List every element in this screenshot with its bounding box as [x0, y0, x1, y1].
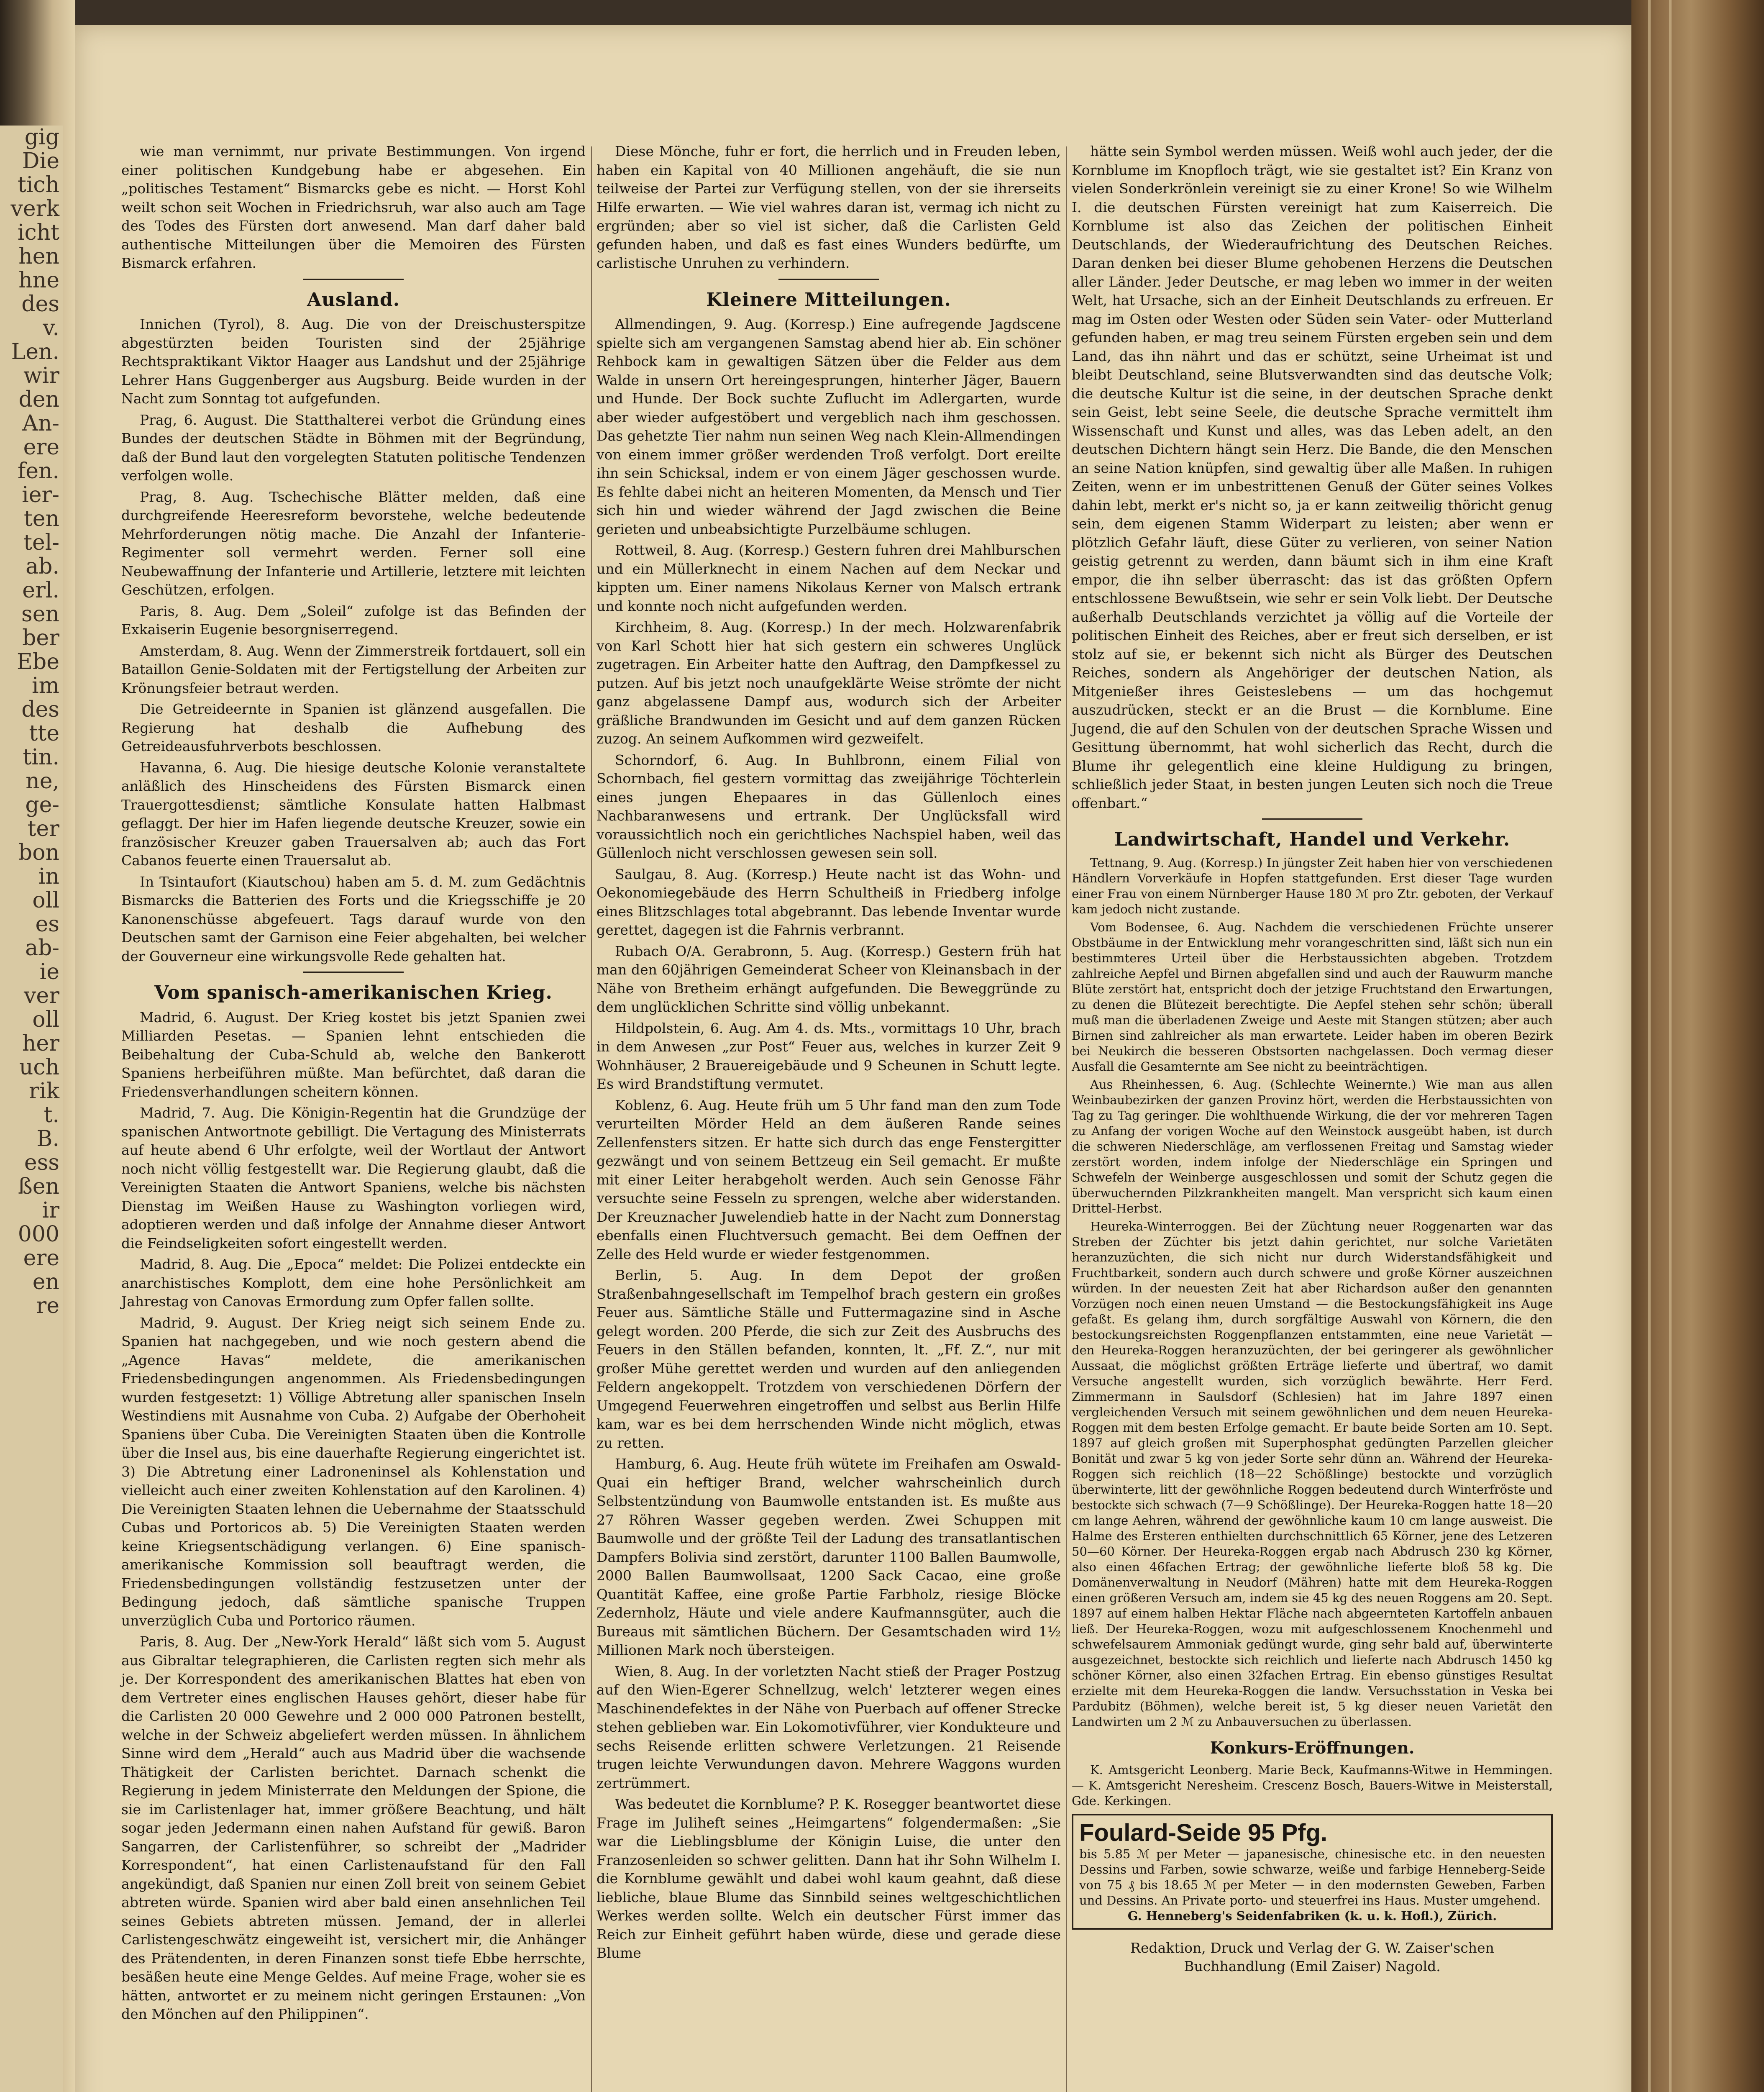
edge-fragment: t. — [44, 1102, 59, 1128]
edge-fragment: her — [22, 1031, 59, 1056]
edge-fragment: uch — [19, 1055, 59, 1080]
edge-fragment: icht — [17, 220, 59, 245]
edge-fragment: bon — [18, 840, 59, 865]
article-paragraph: In Tsintaufort (Kiautschou) haben am 5. d. M. zum Gedächtnis Bismarcks die Batterien des Forts und die Kriegsschiffe je 20 Kanonenschüsse abgefeuert. Tags darauf wurde von den Deutschen samt der Garnison eine Feier abgehalten, bei welcher der Gouverneur eine wirkungsvolle Rede gehalten hat. — [121, 873, 586, 964]
edge-fragment: ir — [42, 1198, 59, 1223]
article-paragraph: Paris, 8. Aug. Der „New-York Herald“ läßt sich vom 5. August aus Gibraltar telegraphieren, die Carlisten regten sich mehr als je. Der Korrespondent des amerikanischen Blattes hat eben von dem Vertreter eines englischen Hauses gehört, dieser habe für die Carlisten 20 000 Gewehre und 2 000 000 Patronen bestellt, welche in der Schweiz abgeliefert werden müssen. In ähnlichem Sinne wird dem „Herald“ auch aus Madrid über die wachsende Thätigkeit der Carlisten berichtet. Darnach schenkt die Regierung in jedem Ministerrate den Meldungen der Spione, die sie im Carlistenlager hat, immer größere Beachtung, und hält sogar jeden Jedermann einen nahen Aufstand für gewiß. Baron Sangarren, der Carlistenführer, so schreibt der „Madrider Korrespondent“, hat einen Carlistenaufstand für den Fall angekündigt, daß Spanien nur einen Zoll breit von seinem Gebiet abtreten würde. Spanien wird aber bald einen ansehnlichen Teil seines Gebiets abtreten müssen. Jemand, der in allerlei Carlistengeschwätz eingeweiht ist, versichert mir, die Anhänger des Prätendenten, in deren Finanzen sonst tiefe Ebbe herrschte, besäßen heute eine Menge Geldes. Auf meine Frage, woher sie es hätten, antwortet er zu meinem nicht geringen Erstaunen: „Von den Mönchen auf den Philippinen“. — [121, 1633, 586, 2022]
article-paragraph: Prag, 8. Aug. Tschechische Blätter melden, daß eine durchgreifende Heeresreform bevorstehe, welche bedeutende Mehrforderungen nötig mache. Die Anzahl der Infanterie-Regimenter soll vermehrt werden. Ferner soll eine Neubewaffnung der Infanterie und Artillerie, letztere mit leichten Geschützen, erfolgen. — [121, 488, 586, 598]
article-paragraph: Berlin, 5. Aug. In dem Depot der großen Straßenbahngesellschaft im Tempelhof brach gestern ein großes Feuer aus. Sämtliche Ställe und Futtermagazine sind in Asche gelegt worden. 200 Pferde, die sich zur Zeit des Ausbruchs des Feuers in den Ställen befanden, konnten, lt. „Ff. Z.“, nur mit großer Mühe gerettet werden und wurden auf den anliegenden Feldern angekoppelt. Trotzdem von verschiedenen Dörfern der Umgegend Feuerwehren eingetroffen und selbst aus Berlin Hilfe kam, war es bei dem herrschenden Winde nicht möglich, etwas zu retten. — [597, 1267, 1061, 1451]
article-paragraph: Heureka-Winterroggen. Bei der Züchtung neuer Roggenarten war das Streben der Züchter bis jetzt dahin gerichtet, nur solche Varietäten heranzuzüchten, die sich nicht nur durch Widerstandsfähigkeit und Fruchtbarkeit, sondern auch durch schwere und große Körner auszeichnen würden. In der neuesten Zeit hat aber Richardson außer den genannten Vorzügen noch einen neuen Umstand — die Bestockungsfähigkeit ins Auge gefaßt. Es gelang ihm, durch sorgfältige Auswahl von Körnern, die den bestockungsreichsten Roggenpflanzen entstammten, eine neue Varietät — den Heureka-Roggen heranzuzüchten, der bei geringerer als gewöhnlicher Aussaat, die möglichst größten Erträge lieferte und übertraf, wo damit Versuche angestellt wurden, sich vorzüglich bewährte. Herr Ferd. Zimmermann in Saulsdorf (Schlesien) hat im Jahre 1897 einen vergleichenden Versuch mit seinem gewöhnlichen und dem neuen Heureka-Roggen mit dem besten Erfolge gemacht. Er baute beide Sorten am 10. Sept. 1897 auf gleich großen mit Superphosphat gedüngten Parzellen gleicher Bonität und zwar 5 kg von jeder Sorte sehr dünn an. Während der Heureka-Roggen sich reichlich (18—22 Schößlinge) bestockte und vorzüglich überwinterte, litt der gewöhnliche Roggen bedeutend durch Winterfröste und bestockte sich schwach (7—9 Schößlinge). Der Heureka-Roggen hatte 18—20 cm lange Aehren, während der gewöhnliche kaum 10 cm lange ausweist. Die Halme des Ersteren enthielten durchschnittlich 65 Körner, jene des Letzeren 50—60 Körner. Der Heureka-Roggen ergab nach Abdrusch 230 kg Körner, also einen 46fachen Ertrag; der gewöhnliche lieferte bloß 58 kg. Die Domänenverwaltung in Neudorf (Mähren) hatte mit dem Heureka-Roggen einen größeren Versuch am, indem sie 45 kg des neuen Roggens am 20. Sept. 1897 auf einem halben Hektar Fläche nach abgeernteten Kartoffeln anbauen ließ. Der Heureka-Roggen, wozu mit aufgeschlossenem Knochenmehl und schwefelsaurem Ammoniak gedüngt wurde, ging sehr bald auf, überwinterte ausgezeichnet, bestockte sich reichlich und lieferte nach Abdrusch 1450 kg schöner Körner, also einen 32fachen Ertrag. Ein ebenso günstiges Resultat erzielte mit dem Heureka-Roggen die landw. Versuchsstation in Veska bei Pardubitz (Böhmen), welche bereit ist, 5 kg dieser neuen Varietät den Landwirten um 2 ℳ zu Anbauversuchen zu überlassen. — [1072, 1219, 1553, 1729]
article-paragraph: K. Amtsgericht Leonberg. Marie Beck, Kaufmanns-Witwe in Hemmingen. — K. Amtsgericht Neresheim. Crescenz Bosch, Bauers-Witwe in Meisterstall, Gde. Kerkingen. — [1072, 1763, 1553, 1808]
edge-fragment: ier- — [22, 482, 59, 508]
edge-fragment: hen — [18, 244, 59, 269]
section-rule — [1262, 818, 1362, 820]
edge-fragment: des — [21, 697, 59, 722]
edge-fragment: ab. — [26, 554, 59, 579]
edge-fragment: tin. — [23, 745, 59, 770]
edge-fragment: es — [35, 912, 59, 937]
edge-fragment: hne — [18, 268, 59, 293]
edge-fragment: tich — [17, 172, 59, 197]
column-separator — [591, 146, 592, 2092]
edge-fragment: rik — [29, 1079, 59, 1104]
section-heading: Vom spanisch-amerikanischen Krieg. — [154, 982, 553, 1003]
article-paragraph: Wien, 8. Aug. In der vorletzten Nacht stieß der Prager Postzug auf den Wien-Egerer Schnellzug, welch' letzterer wegen eines Maschinendefektes in der Nähe von Puerbach auf offener Strecke stehen geblieben war. Ein Lokomotivführer, vier Kondukteure und sechs Reisende erlitten schwere Verletzungen. 21 Reisende trugen leichte Verwundungen davon. Mehrere Waggons wurden zertrümmert. — [597, 1663, 1061, 1791]
edge-fragment: ne, — [26, 769, 59, 794]
article-paragraph: Rubach O/A. Gerabronn, 5. Aug. (Korresp.) Gestern früh hat man den 60jährigen Gemeinderat Scheer von Kleinansbach in der Nähe von Bretheim erhängt aufgefunden. Die Beweggründe zu dem unglücklichen Schritte sind völlig unbekannt. — [597, 943, 1061, 1015]
column-separator — [1066, 146, 1067, 2092]
imprint — [1072, 1939, 1553, 1976]
edge-fragment: ten — [23, 506, 59, 531]
article-paragraph: Rottweil, 8. Aug. (Korresp.) Gestern fuhren drei Mahlburschen und ein Müllerknecht in einem Nachen auf dem Neckar und kippten um. Einer namens Nikolaus Kerner von Malsch ertrank und konnte noch nicht aufgefunden werden. — [597, 542, 1061, 614]
edge-fragment: ge- — [25, 792, 59, 818]
edge-fragment: en — [32, 1269, 59, 1295]
section-rule — [778, 279, 879, 280]
advert-sender: G. Henneberg's Seidenfabriken (k. u. k. Hofl.), Zürich. — [1127, 1909, 1497, 1923]
edge-fragment: tte — [29, 721, 59, 746]
section-subheading: Konkurs-Eröffnungen. — [1210, 1738, 1415, 1758]
article-paragraph: Paris, 8. Aug. Dem „Soleil“ zufolge ist das Befinden der Exkaiserin Eugenie besorgniserregend. — [121, 602, 586, 638]
edge-fragment: Ebe — [16, 649, 59, 674]
section-rule — [303, 972, 404, 973]
article-paragraph: Madrid, 8. Aug. Die „Epoca“ meldet: Die Polizei entdeckte ein anarchistisches Komplott, dem eine hohe Persönlichkeit am Jahrestag von Canovas Ermordung zum Opfer fallen sollte. — [121, 1256, 586, 1310]
edge-fragment: ter — [27, 816, 59, 841]
edge-fragment: ess — [24, 1150, 59, 1175]
left-page-edge — [0, 126, 63, 2092]
edge-fragment: ie — [39, 959, 59, 984]
edge-fragment: ber — [22, 626, 59, 651]
edge-fragment: verk — [10, 196, 59, 221]
imprint-line-1: Redaktion, Druck und Verlag der G. W. Zaiser'schen — [1130, 1940, 1494, 1956]
edge-fragment: in — [38, 864, 59, 889]
edge-fragment: im — [32, 673, 59, 698]
edge-fragment: wir — [23, 363, 59, 388]
edge-fragment: fen. — [17, 459, 59, 484]
article-paragraph: Vom Bodensee, 6. Aug. Nachdem die verschiedenen Früchte unserer Obstbäume in der Entwicklung mehr vorangeschritten sind, läßt sich nun ein bestimmteres Urteil über die Herbstaussichten abgeben. Trotzdem zahlreiche Aepfel und Birnen abgefallen sind und auch der Rauwurm manche Blüte zerstört hat, entspricht doch der jetzige Fruchtstand den Erwartungen, zu denen die Blütezeit berechtigte. Die Aepfel stehen sehr schön; überall muß man die überladenen Zweige und Aeste mit Stangen stützen; aber auch Birnen sind zahlreicher als man erwartete. Leider haben im oberen Bezirk bei Neukirch die besseren Obstsorten nachgelassen. Doch vermag dieser Ausfall die Gesamternte am See nicht zu beeinträchtigen. — [1072, 920, 1553, 1074]
article-paragraph: Prag, 6. August. Die Statthalterei verbot die Gründung eines Bundes der deutschen Städte in Böhmen mit der Begründung, daß der Bund laut den vorgelegten Statuten politische Tendenzen verfolgen wolle. — [121, 411, 586, 484]
edge-fragment: erl. — [22, 578, 59, 603]
article-paragraph: Aus Rheinhessen, 6. Aug. (Schlechte Weinernte.) Wie man aus allen Weinbaubezirken der ganzen Provinz hört, werden die Herbstaussichten von Tag zu Tag geringer. Die wohlthuende Wirkung, die der vor mehreren Tagen zu Anfang der vorigen Woche auf den Weinstock ausgeübt haben, ist durch die schweren Niederschläge, am verflossenen Freitag und Samstag wieder zerstört worden, indem infolge der Niederschläge ein Springen und Schwefeln der Weinberge ausgeschlossen und somit der Schutz gegen die überwuchernden Pilzkrankheiten mangelt. Man verspricht sich kaum einen Drittel-Herbst. — [1072, 1077, 1553, 1215]
article-paragraph: Madrid, 7. Aug. Die Königin-Regentin hat die Grundzüge der spanischen Antwortnote gebilligt. Die Vertagung des Ministerrats auf heute abend 6 Uhr erfolgte, weil der Wortlaut der Antwort noch nicht völlig festgestellt war. Die Regierung glaubt, daß die Vereinigten Staaten die Antwort Spaniens, welche bis nächsten Dienstag im Weißen Hause zu Washington vorliegen wird, adoptieren werden und daß infolge der Annahme dieser Antwort die Feindseligkeiten sofort eingestellt werden. — [121, 1105, 586, 1251]
article-paragraph: Innichen (Tyrol), 8. Aug. Die von der Dreischusterspitze abgestürzten beiden Touristen sind der 25jährige Rechtspraktikant Viktor Haager aus Landshut und der 25jährige Lehrer Hans Guggenberger aus Augsburg. Beide wurden in der Nacht zum Sonntag tot aufgefunden. — [121, 316, 586, 407]
article-paragraph: Madrid, 6. August. Der Krieg kostet bis jetzt Spanien zwei Milliarden Pesetas. — Spanien lehnt entschieden die Beibehaltung der Cuba-Schuld ab, welche den Bankerott Spaniens herbeiführen müßte. Man befürchtet, daß daran die Friedensverhandlungen scheitern können. — [121, 1009, 586, 1100]
edge-fragment: ere — [23, 435, 59, 460]
article-paragraph: Havanna, 6. Aug. Die hiesige deutsche Kolonie veranstaltete anläßlich des Hinscheidens des Fürsten Bismarck einen Trauergottesdienst; sämtliche Konsulate hatten Halbmast geflaggt. Der hier im Hafen liegende deutsche Kreuzer, sowie ein französischer Kreuzer gaben Trauersalven ab; auch das Fort Cabanos feuerte einen Trauersalut ab. — [121, 759, 586, 869]
edge-fragment: gig — [24, 126, 59, 150]
article-paragraph: hätte sein Symbol werden müssen. Weiß wohl auch jeder, der die Kornblume im Knopfloch trägt, wie sie gestaltet ist? Ein Kranz von vielen Sonderkrönlein vereinigt sie zu einer Krone! So wie Wilhelm I. die deutschen Fürsten vereinigt hat zum Kaiserreich. Die Kornblume ist also das Zeichen der politischen Einheit Deutschlands, der Wiederaufrichtung des Deutschen Reiches. Daran denken bei dieser Blume gehobenen Herzens die Deutschen aller Länder. Jeder Deutsche, er mag leben wo immer in der weiten Welt, hat Ursache, sich an der Einheit Deutschlands zu erfreuen. Er mag im Osten oder Westen oder Süden sein Vater- oder Mutterland gefunden haben, er mag treu seinem Fürsten ergeben sein und dem Land, das ihn nährt und das er schützt, seine Urheimat ist und bleibt Deutschland, seine Blutsverwandten sind das deutsche Volk; die deutsche Kultur ist die seine, in der deutschen Sprache denkt sein Geist, lebt seine Seele, die deutsche Sprache vermittelt ihm Wissenschaft und Kunst und alles, was das Leben adelt, an den deutschen Dichtern hängt sein Herz. Die Bande, die den Menschen an seine Nation knüpfen, sind gewaltig über alle Maßen. In ruhigen Zeiten, wenn er im unbestrittenen Genuß der Güter seines Volkes dahin lebt, merkt er's nicht so, ja er kann zeitweilig thöricht genug sein, dem eigenen Stamm Widerpart zu leisten; aber wenn er plötzlich Gefahr läuft, diese Güter zu verlieren, von seiner Nation geistig getrennt zu werden, dann bäumt sich in ihm eine Kraft empor, die ihn selber überrascht: das ist das größten Opfern entschlossene Bewußtsein, wie sehr er sein Volk liebt. Der Deutsche außerhalb Deutschlands verzichtet ja völlig auf die Vorteile der politischen Einheit des Reiches, aber er freut sich derselben, er ist stolz auf sie, er bekennt sich nicht als Bürger des Deutschen Reiches, sondern als Angehöriger der deutschen Nation, als Mitgenießer ihres Geisteslebens — um das hochgemut auszudrücken, steckt er an die Brust — die Kornblume. Eine Jugend, die auf den Schulen von der deutschen Sprache Wissen und Gesittung übernommt, hat wohl sicherlich das Recht, durch die Blume ihr gelegentlich eine kleine Huldigung zu bringen, schließlich jeder Staat, in besten jungen Leuten sich noch die Treue offenbart.“ — [1072, 143, 1553, 811]
edge-fragment: 000 — [18, 1222, 59, 1247]
article-paragraph: Hamburg, 6. Aug. Heute früh wütete im Freihafen am Oswald-Quai ein heftiger Brand, welcher wahrscheinlich durch Selbstentzündung von Baumwolle entstanden ist. Es mußte aus 27 Röhren Wasser gegeben werden. Zwei Schuppen mit Baumwolle und der größte Teil der Ladung des transatlantischen Dampfers Bolivia sind zerstört, darunter 1100 Ballen Baumwolle, 2000 Ballen Baumwollsaat, 1200 Sack Cacao, eine große Quantität Kaffee, eine große Partie Farbholz, riesige Blöcke Zedernholz, Häute und viele andere Kaufmannsgüter, auch die Bureaus mit sämtlichen Büchern. Der Gesamtschaden wird 1½ Millionen Mark noch übersteigen. — [597, 1456, 1061, 1658]
column-2 — [597, 142, 1061, 1965]
article-paragraph: Koblenz, 6. Aug. Heute früh um 5 Uhr fand man den zum Tode verurteilten Mörder Held an dem äußeren Rande seines Zellenfensters sitzen. Er hatte sich durch das enge Fenstergitter gezwängt und von seinem Bettzeug ein Seil gemacht. Er mußte mit einer Leiter herabgeholt werden. Auch sein Genosse Fähr versuchte seine Fesseln zu sprengen, welche aber widerstanden. Der Kreuznacher Juwelendieb hatte in der Nacht zum Donnerstag ebenfalls einen Fluchtversuch gemacht. Bei dem Oeffnen der Zelle des Held wurde er wieder festgenommen. — [597, 1097, 1061, 1262]
article-paragraph: Hildpolstein, 6. Aug. Am 4. ds. Mts., vormittags 10 Uhr, brach in dem Anwesen „zur Post“ Feuer aus, welches in kurzer Zeit 9 Wohnhäuser, 2 Brauereigebäude und 9 Scheunen in Schutt legte. Es wird Brandstiftung vermutet. — [597, 1020, 1061, 1092]
edge-fragment: re — [36, 1293, 59, 1318]
column-3 — [1072, 142, 1553, 1976]
edge-fragment: sen — [21, 602, 59, 627]
article-paragraph: Diese Mönche, fuhr er fort, die herrlich und in Freuden leben, haben ein Kapital von 40 Millionen angehäuft, die sie nun teilweise der Partei zur Verfügung stellen, von der sie ihrerseits Hilfe erwarten. — Wie viel wahres daran ist, vermag ich nicht zu ergründen; aber so viel ist sicher, daß die Carlisten Geld gefunden haben, und daß es fast eines Wunders bedürfte, um carlistische Unruhen zu verhindern. — [597, 143, 1061, 271]
foulard-seide-advertisement — [1072, 1814, 1553, 1930]
section-heading: Ausland. — [307, 289, 400, 310]
article-paragraph: Madrid, 9. August. Der Krieg neigt sich seinem Ende zu. Spanien hat nachgegeben, und wie noch gestern abend die „Agence Havas“ meldete, die amerikanischen Friedensbedingungen angenommen. Als Friedensbedingungen wurden festgesetzt: 1) Völlige Abtretung aller spanischen Inseln Westindiens mit Ausnahme von Cuba. 2) Aufgabe der Oberhoheit Spaniens über Cuba. Die Vereinigten Staaten üben die Kontrolle über die Insel aus, bis eine dauerhafte Regierung eingerichtet ist. 3) Die Abtretung einer Ladroneninsel als Kohlenstation und vielleicht auch einer zweiten Kohlenstation auf den Karolinen. 4) Die Vereinigten Staaten lehnen die Uebernahme der Staatsschuld Cubas und Portoricos ab. 5) Die Vereinigten Staaten werden keine Kriegsentschädigung verlangen. 6) Eine spanisch-amerikanische Kommission soll beauftragt werden, die Friedensbedingungen vollständig festzusetzen unter der Bedingung jedoch, daß sämtliche spanische Truppen unverzüglich Cuba und Portorico räumen. — [121, 1314, 586, 1629]
section-heading: Kleinere Mitteilungen. — [706, 289, 951, 310]
edge-fragment: An- — [22, 411, 59, 436]
article-paragraph: Die Getreideernte in Spanien ist glänzend ausgefallen. Die Regierung hat deshalb die Aufhebung des Getreideausfuhrverbots beschlossen. — [121, 701, 586, 754]
edge-fragment: Die — [22, 149, 59, 174]
column-3-articles — [1072, 142, 1553, 1809]
edge-fragment: ere — [23, 1246, 59, 1271]
advert-body: bis 5.85 ℳ per Meter — japanesische, chinesische etc. in den neuesten Dessins und Farben, sowie schwarze, weiße und farbige Henneberg-Seide von 75 ₰ bis 18.65 ℳ per Meter — in den modernsten Geweben, Farben und Dessins. An Private porto- und steuerfrei ins Haus. Muster umgehend. — [1079, 1847, 1545, 1907]
newspaper-page — [75, 25, 1631, 2092]
article-paragraph: Tettnang, 9. Aug. (Korresp.) In jüngster Zeit haben hier von verschiedenen Händlern Vorverkäufe in Hopfen stattgefunden. Erst dieser Tage wurden einer Frau von einem Nürnberger Hause 180 ℳ pro Ztr. geboten, der Verkauf kam jedoch nicht zustande. — [1072, 855, 1553, 916]
edge-fragment: oll — [32, 1007, 59, 1032]
article-paragraph: wie man vernimmt, nur private Bestimmungen. Von irgend einer politischen Kundgebung habe er abgesehen. Ein „politisches Testament“ Bismarcks gebe es nicht. — Horst Kohl weilt schon seit Wochen in Friedrichsruh, war also auch am Tage des Todes des Fürsten dort anwesend. Man darf daher bald authentische Mitteilungen über die Memoiren des Fürsten Bismarck erfahren. — [121, 143, 586, 271]
article-paragraph: Amsterdam, 8. Aug. Wenn der Zimmerstreik fortdauert, soll ein Bataillon Genie-Soldaten mit der Fertigstellung der Arbeiten zur Krönungsfeier betraut werden. — [121, 642, 586, 696]
advert-title: Foulard-Seide 95 Pfg. — [1079, 1819, 1327, 1846]
article-paragraph: Was bedeutet die Kornblume? P. K. Rosegger beantwortet diese Frage im Juliheft seines „Heimgartens“ folgendermaßen: „Sie war die Lieblingsblume der Königin Luise, die unter den Franzosenleiden so schwer gelitten. Dann hat ihr Sohn Wilhelm I. die Kornblume gewählt und dabei wohl kaum geahnt, daß diese liebliche, blaue Blume das Sinnbild seines weltgeschichtlichen Werkes werden sollte. Welch ein deutscher Fürst immer das Reich zur Einheit geführt haben würde, diese und gerade diese Blume — [597, 1796, 1061, 1961]
book-binding-right — [1631, 0, 1764, 2092]
edge-fragment: ver — [23, 983, 59, 1008]
edge-fragment: oll — [32, 888, 59, 913]
edge-fragment: den — [18, 387, 59, 412]
edge-fragment: B. — [36, 1126, 59, 1151]
edge-fragment: Len. — [11, 339, 59, 364]
column-1 — [121, 142, 586, 2026]
article-paragraph: Saulgau, 8. Aug. (Korresp.) Heute nacht ist das Wohn- und Oekonomiegebäude des Herrn Schultheiß in Friedberg infolge eines Blitzschlages total abgebrannt. Das lebende Inventar wurde gerettet, dagegen ist die Fahrnis verbrannt. — [597, 866, 1061, 938]
article-paragraph: Allmendingen, 9. Aug. (Korresp.) Eine aufregende Jagdscene spielte sich am vergangenen Samstag abend hier ab. Ein schöner Rehbock kam in gewaltigen Sätzen über die Felder aus dem Walde in unsern Ort hereingesprungen, hinterher Jäger, Bauern und Hunde. Der Bock suchte Zuflucht im Adlergarten, wurde aber wieder aufgestöbert und vergeblich nach ihm geschossen. Das gehetzte Tier nahm nun seinen Weg nach Klein-Allmendingen von einem immer größer werdenden Troß verfolgt. Dort ereilte ihn sein Schicksal, indem er von einem Jäger geschossen wurde. Es fehlte dabei nicht an heiteren Momenten, da Mensch und Tier sich hin und wieder während der Jagd zwischen die Beine gerieten und unbeabsichtigte Purzelbäume schlugen. — [597, 316, 1061, 537]
section-heading: Landwirtschaft, Handel und Verkehr. — [1114, 829, 1511, 850]
section-rule — [303, 279, 404, 280]
article-paragraph: Schorndorf, 6. Aug. In Buhlbronn, einem Filial von Schornbach, fiel gestern vormittag das zweijährige Töchterlein eines jungen Ehepaares in das Güllenloch eines Nachbaranwesens und ertrank. Der Unglücksfall wird voraussichtlich noch ein gerichtliches Nachspiel haben, weil das Güllenloch nicht verschlossen gewesen sein soll. — [597, 751, 1061, 861]
imprint-line-2: Buchhandlung (Emil Zaiser) Nagold. — [1184, 1958, 1441, 1974]
article-paragraph: Kirchheim, 8. Aug. (Korresp.) In der mech. Holzwarenfabrik von Karl Schott hier hat sich gestern ein schweres Unglück zugetragen. Ein Arbeiter hatte den Auftrag, den Dampfkessel zu putzen. Auf bis jetzt noch unaufgeklärte Weise strömte der nicht ganz abgelassene Dampf aus, wodurch sich der Arbeiter gräßliche Brandwunden im Gesicht und auf dem ganzen Rücken zuzog. An seinem Aufkommen wird gezweifelt. — [597, 619, 1061, 747]
edge-fragment: ab- — [25, 936, 59, 961]
edge-fragment: tel- — [23, 530, 59, 555]
edge-fragment: v. — [43, 315, 59, 341]
edge-fragment: ßen — [18, 1174, 59, 1199]
edge-fragment: des — [21, 292, 59, 317]
